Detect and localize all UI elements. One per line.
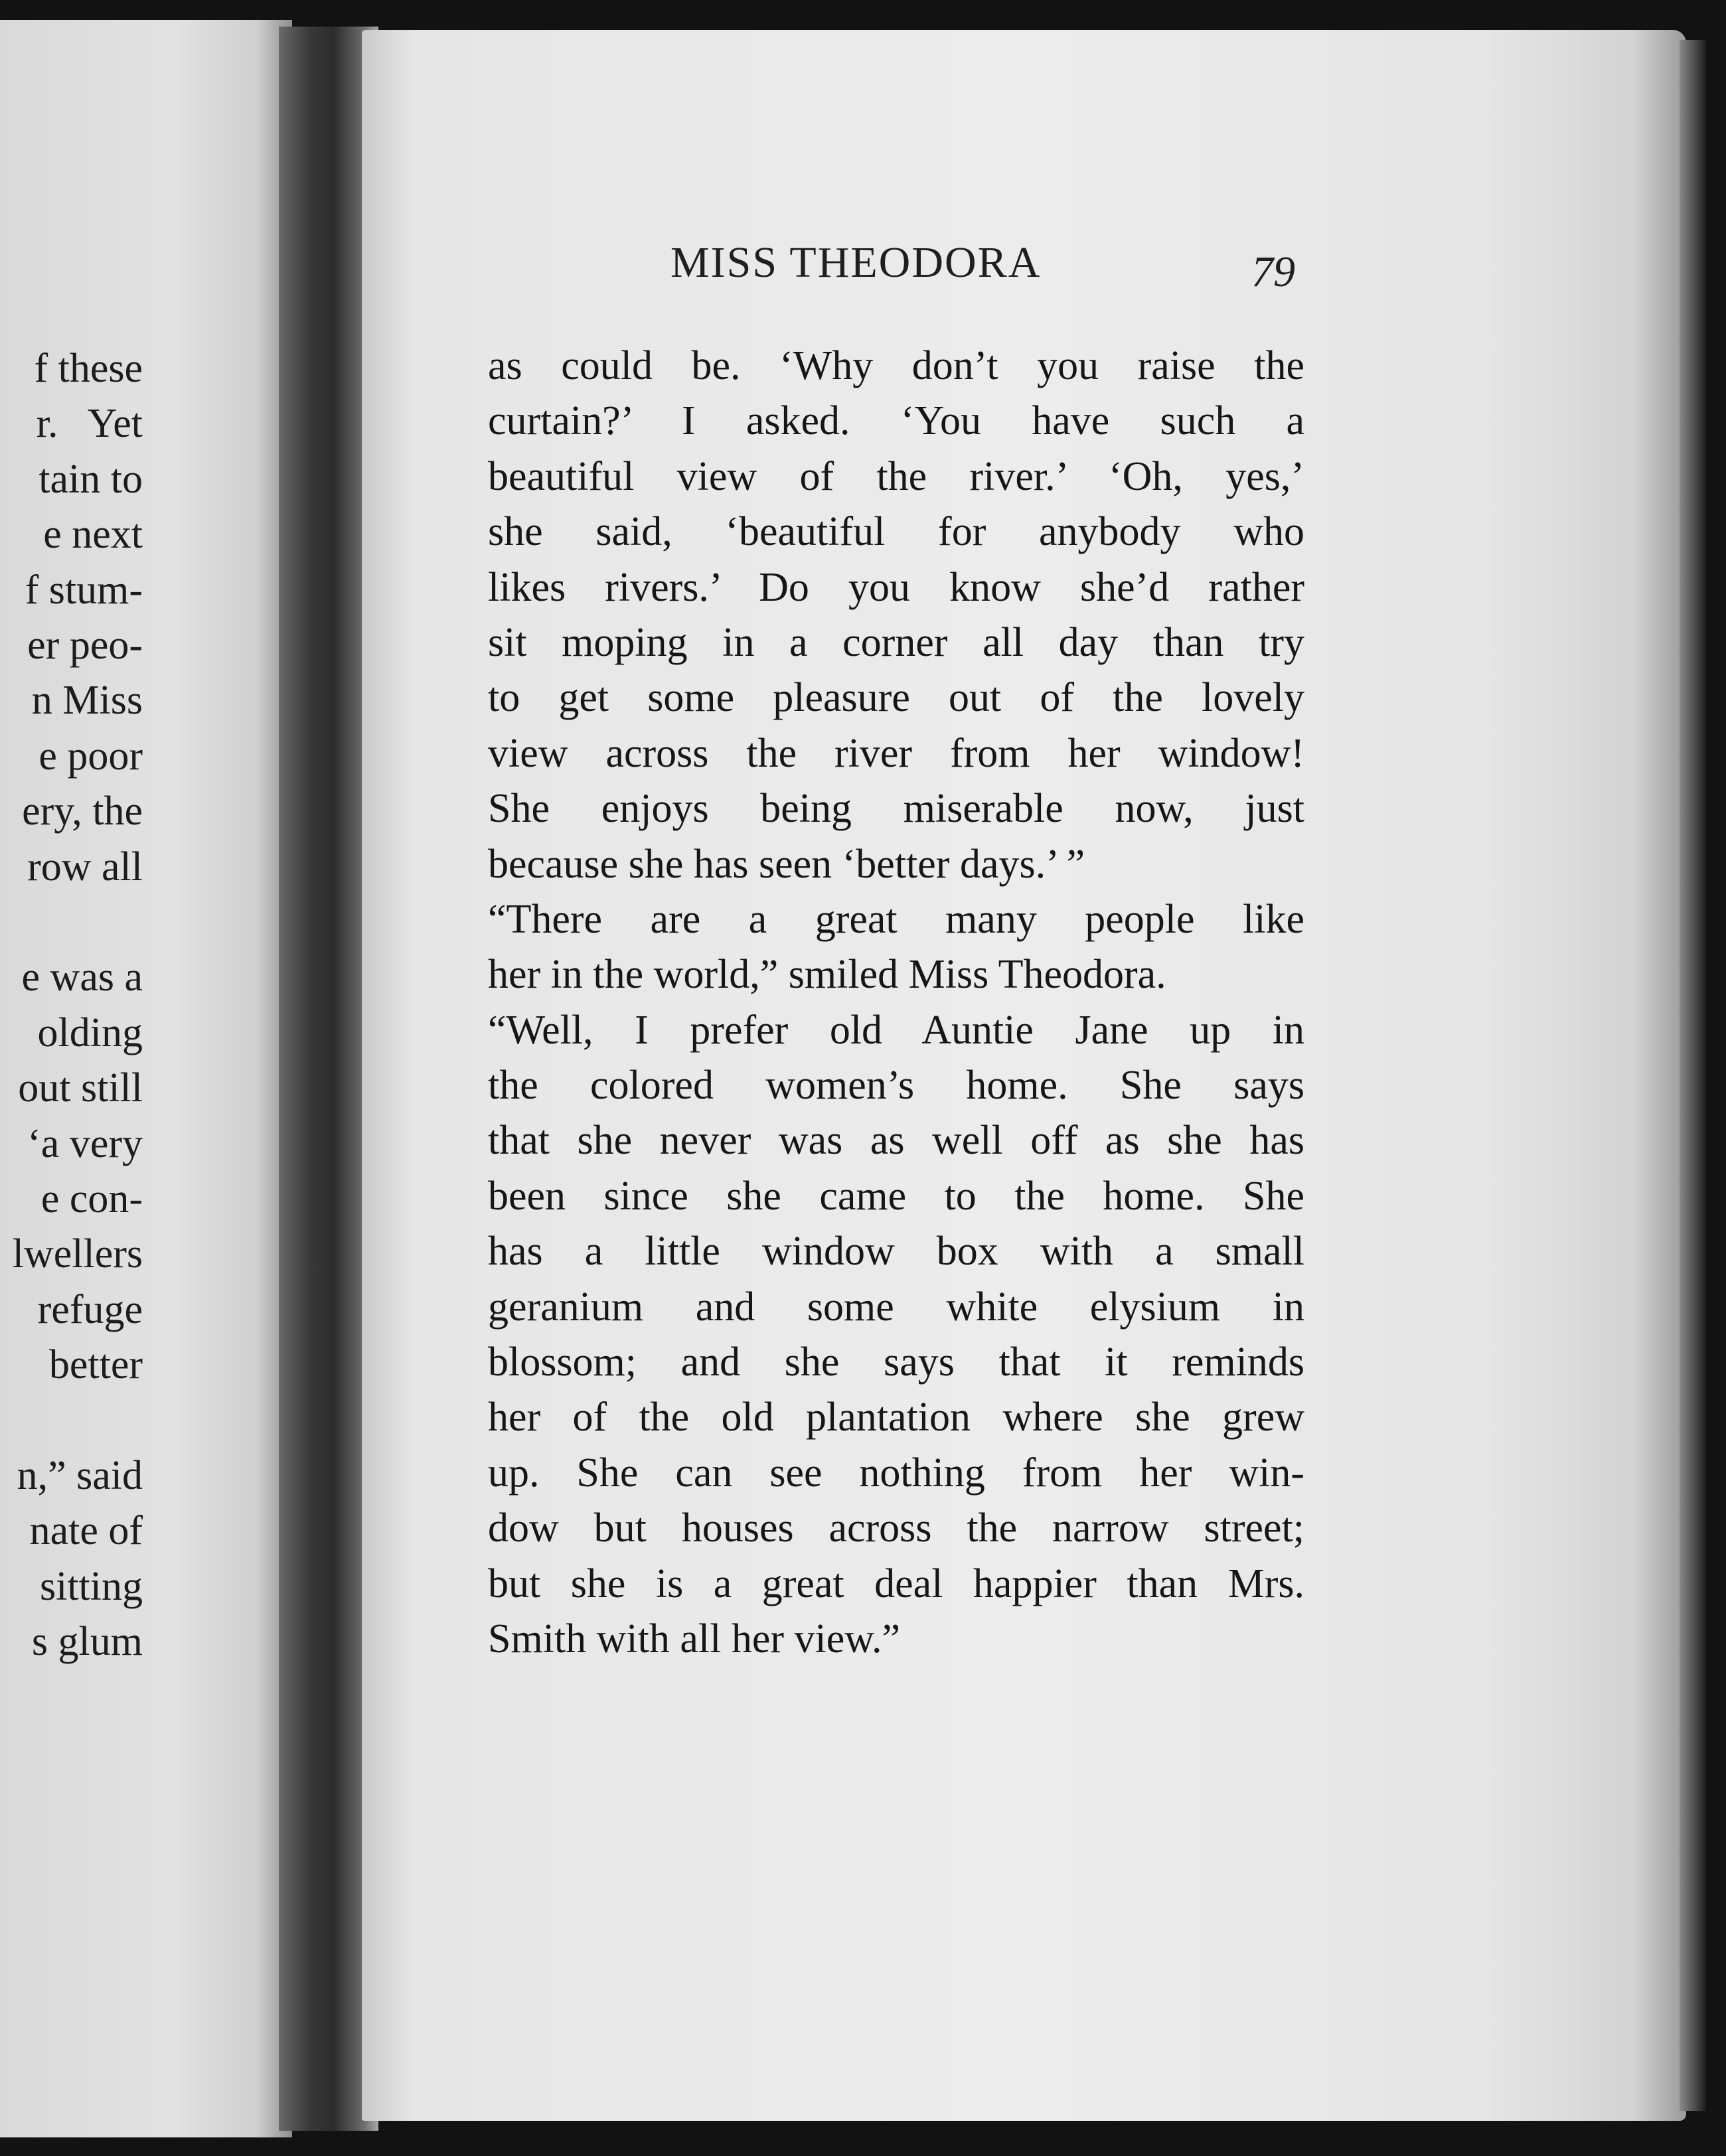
text-line: her in the world,” smiled Miss Theodora. (488, 952, 1166, 998)
previous-page-line: e con- (40, 1176, 143, 1221)
text-line: “Well, I prefer old Auntie Jane up in (488, 1007, 1304, 1053)
previous-page (0, 20, 292, 2137)
text-line: curtain?’ I asked. ‘You have such a (488, 398, 1304, 444)
previous-page-line: e next (43, 512, 143, 558)
previous-page-line: olding (37, 1010, 143, 1055)
previous-page-line: sitting (39, 1563, 143, 1609)
previous-page-line: ery, the (22, 789, 143, 834)
text-line: has a little window box with a small (488, 1229, 1304, 1274)
text-line: beautiful view of the river.’ ‘Oh, yes,’ (488, 453, 1304, 499)
previous-page-line: f these (34, 346, 143, 391)
text-line: been since she came to the home. She (488, 1173, 1304, 1219)
text-line: likes rivers.’ Do you know she’d rather (488, 564, 1304, 610)
text-line: that she never was as well off as she has (488, 1118, 1304, 1164)
text-line: Smith with all her view.” (488, 1616, 901, 1661)
previous-page-line: row all (27, 844, 143, 889)
text-line: as could be. ‘Why don’t you raise the (488, 343, 1304, 388)
text-line: geranium and some white elysium in (488, 1284, 1304, 1330)
text-line: but she is a great deal happier than Mrs. (488, 1561, 1304, 1606)
previous-page-line: r. Yet (36, 401, 143, 447)
text-line: because she has seen ‘better days.’ ” (488, 841, 1085, 887)
previous-page-line: ‘a very (27, 1120, 143, 1166)
previous-page-line: er peo- (27, 623, 143, 668)
text-line: up. She can see nothing from her win- (488, 1450, 1304, 1496)
previous-page-line: n Miss (31, 678, 143, 724)
previous-page-line: s glum (31, 1619, 143, 1665)
page-edge (1680, 40, 1706, 2111)
text-line: the colored women’s home. She says (488, 1063, 1304, 1109)
text-line: to get some pleasure out of the lovely (488, 675, 1304, 721)
page-number: 79 (1251, 248, 1295, 296)
previous-page-line: n,” said (17, 1453, 143, 1498)
text-line: her of the old plantation where she grew (488, 1395, 1304, 1440)
text-line: view across the river from her window! (488, 730, 1304, 776)
text-line: She enjoys being miserable now, just (488, 786, 1304, 832)
previous-page-line: nate of (29, 1508, 143, 1554)
previous-page-line: f stum- (25, 567, 143, 613)
text-line: she said, ‘beautiful for anybody who (488, 509, 1304, 555)
previous-page-line: e poor (39, 733, 143, 779)
text-line: dow but houses across the narrow street; (488, 1505, 1304, 1551)
text-line: “There are a great many people like (488, 896, 1304, 942)
previous-page-line: refuge (37, 1286, 143, 1332)
previous-page-line: out still (18, 1065, 143, 1111)
previous-page-line: tain to (39, 456, 143, 502)
text-line: blossom; and she says that it reminds (488, 1340, 1304, 1385)
text-line: sit moping in a corner all day than try (488, 619, 1304, 665)
running-head: MISS THEODORA (670, 238, 1042, 287)
body-text (488, 339, 1304, 1667)
previous-page-line: e was a (21, 955, 143, 1000)
previous-page-line: better (48, 1342, 143, 1388)
previous-page-line: lwellers (12, 1231, 143, 1277)
